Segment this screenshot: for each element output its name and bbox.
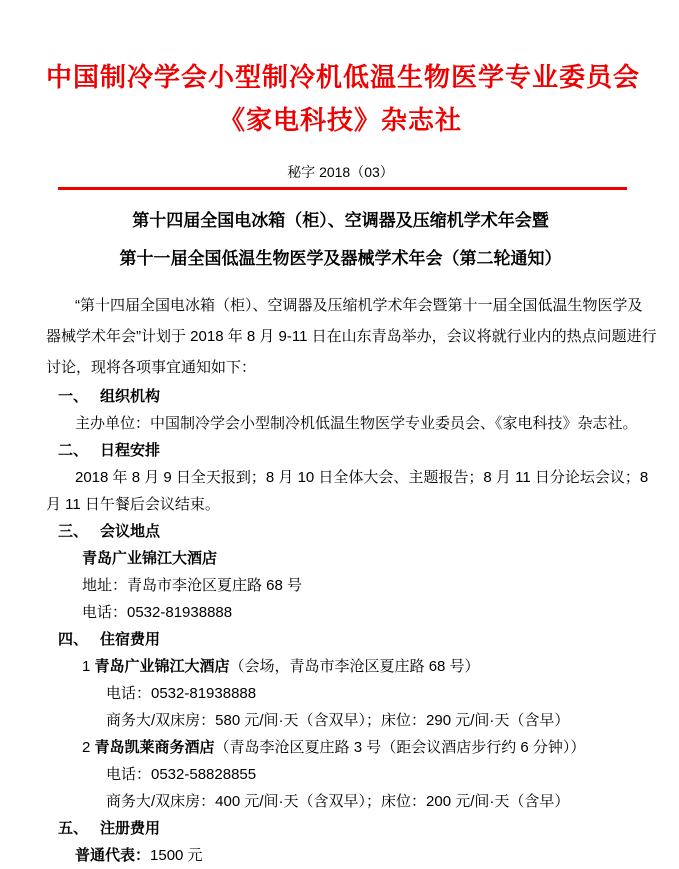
body-line (46, 572, 635, 599)
text-run: 青岛凯莱商务酒店 (94, 739, 215, 756)
body-line (46, 599, 635, 626)
body-line (46, 626, 635, 653)
text-run: 日程安排 (100, 442, 161, 459)
body-line (46, 437, 635, 464)
text-run: “第十四届全国电冰箱（柜）、空调器及压缩机学术年会暨第十一届全国低温生物医学及 (75, 297, 643, 314)
meeting-title-line-1: 第十四届全国电冰箱（柜）、空调器及压缩机学术年会暨 (132, 211, 549, 230)
doc-number: 秘字 2018（03） (287, 164, 394, 180)
document-body (46, 290, 657, 869)
body-line (46, 842, 635, 869)
text-run: 青岛广业锦江大酒店 (82, 550, 218, 567)
text-run: 三、 (58, 523, 89, 540)
org-title-line-1: 中国制冷学会小型制冷机低温生物医学专业委员会 (46, 63, 641, 92)
text-run: 商务大/双床房：580 元/间·天（含双早）；床位：290 元/间·天（含早） (106, 712, 570, 729)
text-run: 1500 元 (150, 847, 203, 864)
body-line (46, 290, 643, 321)
text-run: 月 11 日午餐后会议结束。 (46, 496, 220, 513)
body-line (46, 518, 635, 545)
body-line (46, 788, 635, 815)
body-line (46, 491, 635, 518)
text-run: 讨论，现将各项事宜通知如下： (46, 359, 257, 376)
body-line (46, 464, 649, 491)
body-line (46, 545, 635, 572)
red-divider-rule (58, 187, 627, 190)
text-run: （青岛李沧区夏庄路 3 号（距会议酒店步行约 6 分钟）） (214, 739, 586, 756)
body-line (46, 410, 638, 437)
text-run: 器械学术年会”计划于 2018 年 8 月 9-11 日在山东青岛举办，会议将就行业内的热点问题进行 (46, 328, 657, 345)
body-line (46, 321, 657, 352)
text-run: 四、 (58, 631, 89, 648)
body-line (46, 761, 635, 788)
text-run: 主办单位：中国制冷学会小型制冷机低温生物医学专业委员会、《家电科技》杂志社。 (75, 415, 638, 432)
body-line (46, 734, 635, 761)
meeting-title-line-2: 第十一届全国低温生物医学及器械学术年会（第二轮通知） (119, 249, 562, 268)
text-run: 住宿费用 (100, 631, 161, 648)
text-run: 注册费用 (100, 820, 161, 837)
text-run: 普通代表： (75, 847, 151, 864)
body-line (46, 352, 635, 383)
text-run: 电话：0532-58828855 (106, 766, 257, 783)
text-run: 二、 (58, 442, 89, 459)
text-run: 电话：0532-81938888 (82, 604, 233, 621)
body-line (46, 383, 635, 410)
text-run: 五、 (58, 820, 89, 837)
text-run: 青岛广业锦江大酒店 (94, 658, 230, 675)
body-line (46, 653, 635, 680)
letterhead (46, 56, 641, 142)
text-run: 1 (82, 658, 95, 675)
text-run: 会议地点 (100, 523, 161, 540)
org-title-line-2: 《家电科技》杂志社 (218, 106, 462, 135)
body-line (46, 815, 635, 842)
text-run: 一、 (58, 388, 89, 405)
text-run: 2018 年 8 月 9 日全天报到；8 月 10 日全体大会、主题报告；8 月 11 日分论坛会议；8 (75, 469, 649, 486)
text-run: 商务大/双床房：400 元/间·天（含双早）；床位：200 元/间·天（含早） (106, 793, 570, 810)
text-run: （会场，青岛市李沧区夏庄路 68 号） (229, 658, 480, 675)
text-run: 电话：0532-81938888 (106, 685, 257, 702)
meeting-title (46, 202, 635, 278)
body-line (46, 680, 635, 707)
text-run: 地址：青岛市李沧区夏庄路 68 号 (82, 577, 303, 594)
text-run: 组织机构 (100, 388, 161, 405)
body-line (46, 707, 635, 734)
text-run: 2 (82, 739, 95, 756)
